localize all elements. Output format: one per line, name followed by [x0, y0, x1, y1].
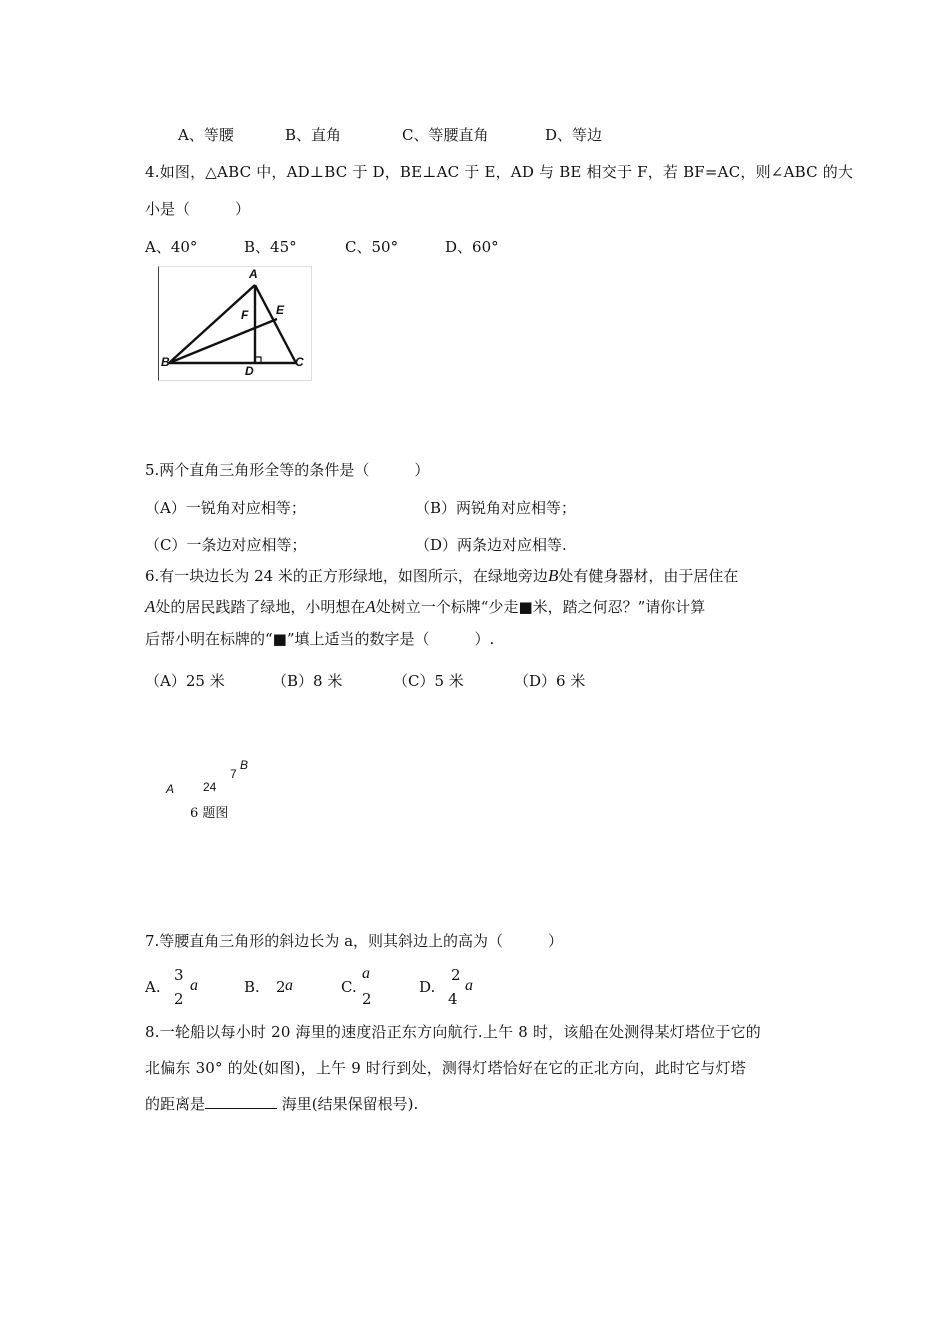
q7-option-d-denominator: 4: [448, 990, 458, 1008]
var-b: B: [547, 566, 559, 585]
q7-option-d-prefix: D.: [419, 978, 436, 996]
q4-option-c: C、50°: [345, 238, 399, 256]
fig6-label-b: B: [240, 758, 249, 772]
label-a: A: [249, 267, 258, 281]
q7-option-a-numerator: 3: [174, 966, 184, 984]
q7-option-b-var: a: [285, 977, 293, 994]
label-f: F: [241, 308, 249, 322]
label-d: D: [245, 364, 254, 378]
q3-option-d: D、等边: [545, 126, 603, 144]
q7-option-b-prefix: B.: [244, 978, 260, 996]
q4-figure: [158, 266, 312, 381]
q6-option-c: （C）5 米: [393, 672, 464, 690]
q7-option-c-prefix: C.: [341, 978, 357, 996]
q8-stem-line3: [145, 1094, 418, 1114]
q7-option-b-coef: 2: [276, 978, 286, 996]
q7-option-c-numerator: a: [362, 965, 370, 982]
q6-option-b: （B）8 米: [272, 672, 343, 690]
fig6-label-24: 24: [203, 780, 217, 794]
q6-stem-line1: [145, 566, 738, 586]
q8-line3-text-b: 海里(结果保留根号).: [277, 1095, 419, 1113]
var-a: A: [145, 597, 156, 616]
q5-option-d: （D）两条边对应相等.: [415, 536, 567, 554]
answer-blank[interactable]: [205, 1094, 277, 1109]
triangle-diagram: [159, 267, 311, 380]
q6-line2-text-b: 处树立一个标牌“少走■米，踏之何忍？”请你计算: [375, 598, 706, 616]
q6-stem-line2: [145, 597, 705, 617]
q7-stem: 7.等腰直角三角形的斜边长为 a，则其斜边上的高为（ ）: [145, 932, 564, 950]
q7-option-a-var: a: [190, 977, 198, 994]
q5-option-c: （C）一条边对应相等；: [145, 536, 307, 554]
q5-option-a: （A）一锐角对应相等；: [145, 499, 306, 517]
q4-stem-line2: 小是（ ）: [145, 200, 251, 218]
q3-option-a: A、等腰: [178, 126, 234, 144]
fig6-label-7: 7: [230, 767, 237, 781]
label-b: B: [161, 355, 170, 369]
fig6-caption: 6 题图: [190, 806, 229, 821]
q4-stem-line1: 4.如图，△ABC 中，AD⊥BC 于 D，BE⊥AC 于 E，AD 与 BE 相交于 F，若 BF=AC，则∠ABC 的大: [145, 163, 854, 181]
label-e: E: [276, 303, 285, 317]
q7-option-a-denominator: 2: [174, 990, 184, 1008]
var-a: A: [365, 597, 376, 616]
q8-line3-text-a: 的距离是: [145, 1095, 206, 1113]
q4-option-b: B、45°: [244, 238, 297, 256]
q5-option-b: （B）两锐角对应相等；: [415, 499, 577, 517]
label-c: C: [295, 355, 304, 369]
q6-line2-text-a: 处的居民践踏了绿地，小明想在: [155, 598, 366, 616]
q3-option-b: B、直角: [285, 126, 342, 144]
q6-stem-line3: 后帮小明在标牌的“■”填上适当的数字是（ ）.: [145, 630, 495, 648]
q6-line1-text-b: 处有健身器材，由于居住在: [558, 567, 739, 585]
q6-option-a: （A）25 米: [145, 672, 225, 690]
q7-option-d-var: a: [465, 977, 473, 994]
q8-stem-line2: 北偏东 30° 的处(如图)，上午 9 时行到处，测得灯塔恰好在它的正北方向，此时它与灯塔: [145, 1059, 746, 1077]
fig6-label-a: A: [166, 782, 175, 796]
q4-option-d: D、60°: [445, 238, 499, 256]
q6-option-d: （D）6 米: [514, 672, 586, 690]
q7-option-c-denominator: 2: [362, 990, 372, 1008]
q7-option-d-numerator: 2: [451, 966, 461, 984]
q8-stem-line1: 8.一轮船以每小时 20 海里的速度沿正东方向航行.上午 8 时，该船在处测得某灯塔位于它的: [145, 1023, 761, 1041]
q5-stem: 5.两个直角三角形全等的条件是（ ）: [145, 461, 430, 479]
q3-option-c: C、等腰直角: [402, 126, 489, 144]
q6-line1-text-a: 6.有一块边长为 24 米的正方形绿地，如图所示，在绿地旁边: [145, 567, 548, 585]
q4-option-a: A、40°: [145, 238, 198, 256]
q7-option-a-prefix: A.: [145, 978, 161, 996]
